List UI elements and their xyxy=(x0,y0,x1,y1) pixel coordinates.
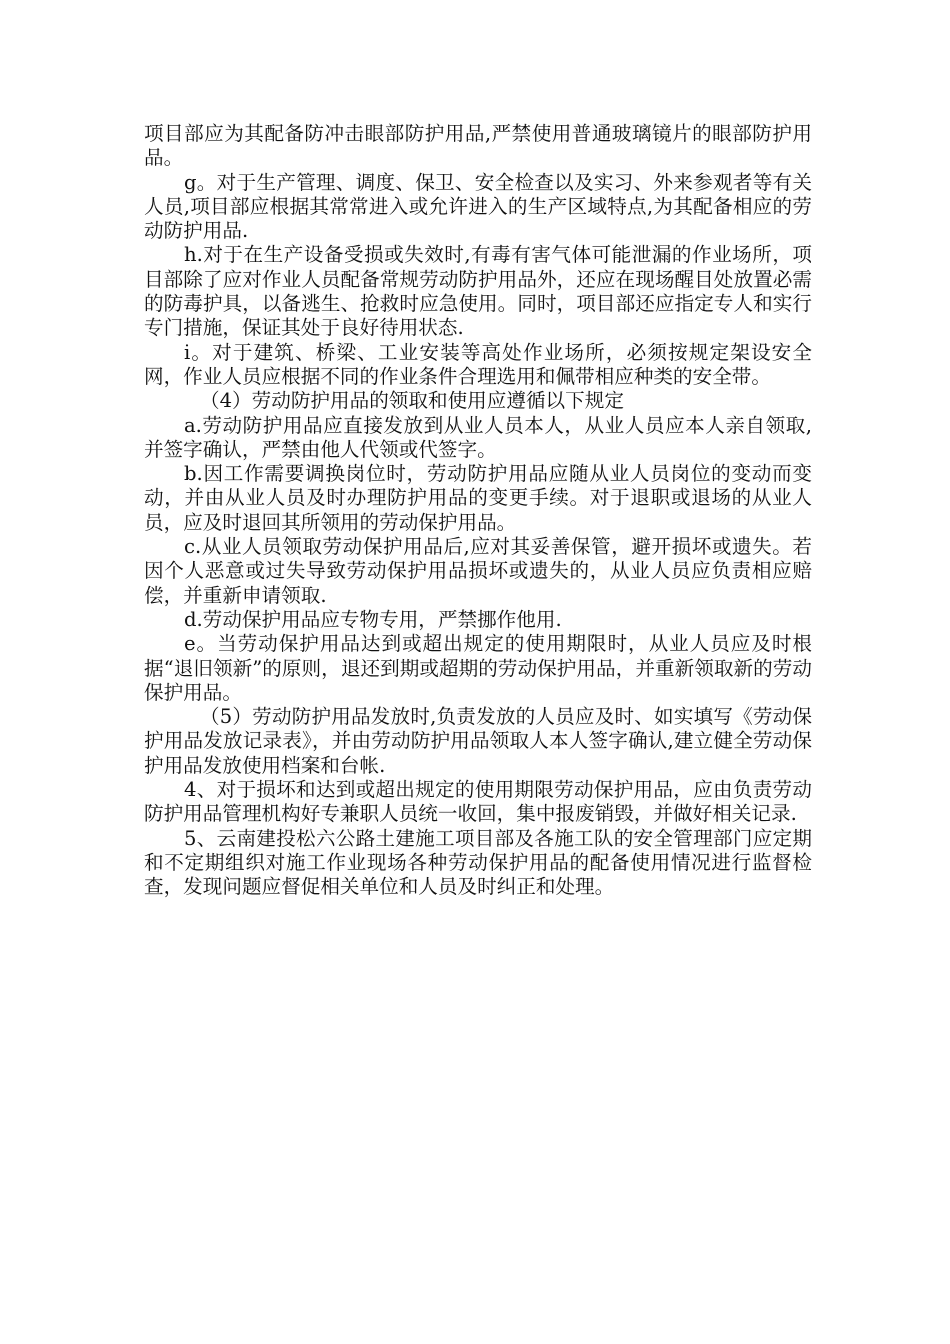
paragraph-item-g: g。对于生产管理、调度、保卫、安全检查以及实习、外来参观者等有关人员,项目部应根据其常常进入或允许进入的生产区域特点,为其配备相应的劳动防护用品. xyxy=(144,170,812,243)
section-heading-4: （4）劳动防护用品的领取和使用应遵循以下规定 xyxy=(200,389,624,413)
paragraph-point-5: 5、云南建投松六公路土建施工项目部及各施工队的安全管理部门应定期和不定期组织对施工作业现场各种劳动保护用品的配备使用情况进行监督检查，发现问题应督促相关单位和人员及时纠正和处理。 xyxy=(144,826,812,899)
paragraph-item-h: h.对于在生产设备受损或失效时,有毒有害气体可能泄漏的作业场所，项目部除了应对作业人员配备常规劳动防护用品外，还应在现场醒目处放置必需的防毒护具，以备逃生、抢救时应急使用。同时，项目部还应指定专人和实行专门措施，保证其处于良好待用状态. xyxy=(144,243,812,340)
document-body xyxy=(144,122,812,900)
paragraph-item-b: b.因工作需要调换岗位时，劳动防护用品应随从业人员岗位的变动而变动，并由从业人员及时办理防护用品的变更手续。对于退职或退场的从业人员，应及时退回其所领用的劳动保护用品。 xyxy=(144,462,812,534)
paragraph-item-d: d.劳动保护用品应专物专用，严禁挪作他用. xyxy=(184,607,562,631)
paragraph-point-4: 4、对于损坏和达到或超出规定的使用期限劳动保护用品，应由负责劳动防护用品管理机构好专兼职人员统一收回，集中报废销毁，并做好相关记录. xyxy=(144,778,812,826)
paragraph-item-a: a.劳动防护用品应直接发放到从业人员本人，从业人员应本人亲自领取,并签字确认，严禁由他人代领或代签字。 xyxy=(144,413,812,461)
paragraph-item-c: c.从业人员领取劳动保护用品后,应对其妥善保管，避开损坏或遗失。若因个人恶意或过失导致劳动保护用品损坏或遗失的，从业人员应负责相应赔偿，并重新申请领取. xyxy=(144,535,812,607)
section-paragraph-5: （5）劳动防护用品发放时,负责发放的人员应及时、如实填写《劳动保护用品发放记录表》，并由劳动防护用品领取人本人签字确认,建立健全劳动保护用品发放使用档案和台帐. xyxy=(144,705,812,777)
paragraph-item-e: e。当劳动保护用品达到或超出规定的使用期限时，从业人员应及时根据“退旧领新”的原则，退还到期或超期的劳动保护用品，并重新领取新的劳动保护用品。 xyxy=(144,632,812,704)
paragraph-item-i: i。对于建筑、桥梁、工业安装等高处作业场所，必须按规定架设安全网，作业人员应根据不同的作业条件合理选用和佩带相应种类的安全带。 xyxy=(144,340,812,388)
paragraph-continuation: 项目部应为其配备防冲击眼部防护用品,严禁使用普通玻璃镜片的眼部防护用品。 xyxy=(144,122,812,170)
